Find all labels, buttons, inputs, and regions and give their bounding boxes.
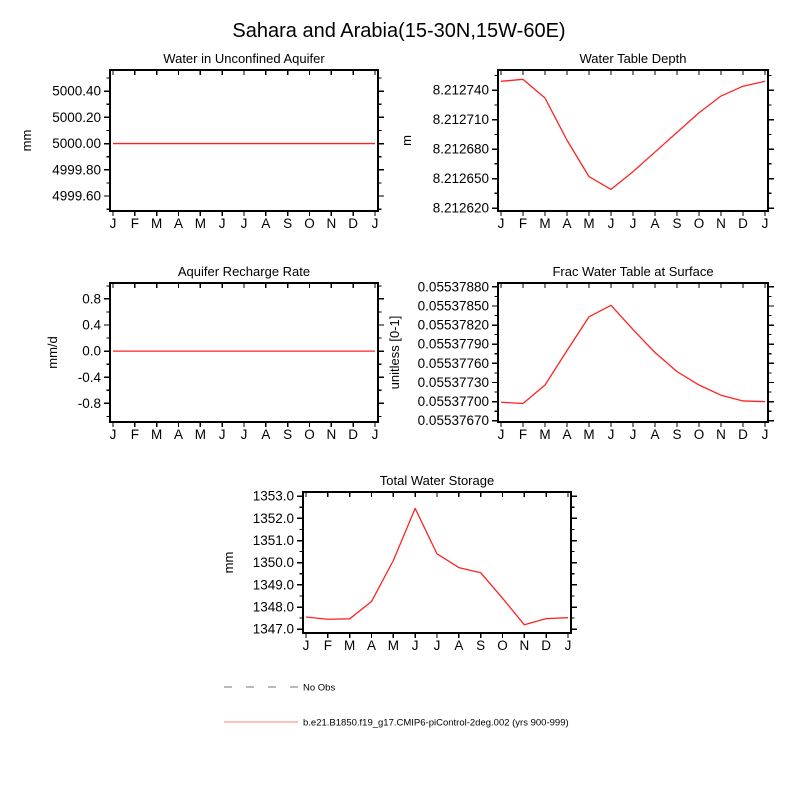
y-tick-label: 0.8 xyxy=(82,291,101,307)
chart-title: Frac Water Table at Surface xyxy=(552,264,714,279)
x-tick-label: J xyxy=(371,427,379,442)
x-tick-label: A xyxy=(173,427,184,442)
x-tick-label: J xyxy=(240,427,248,442)
legend xyxy=(224,683,569,729)
x-tick-label: N xyxy=(716,427,726,442)
main-title: Sahara and Arabia(15-30N,15W-60E) xyxy=(232,20,566,42)
y-tick-label: 0.0 xyxy=(82,343,101,359)
y-tick-label: 0.05537880 xyxy=(417,279,489,295)
y-tick-label: 0.4 xyxy=(82,317,101,333)
x-tick-label: J xyxy=(761,216,769,231)
x-tick-label: D xyxy=(738,216,748,231)
y-tick-label: 8.212710 xyxy=(432,112,489,128)
y-tick-label: 1348.0 xyxy=(252,599,294,615)
data-series-line xyxy=(501,79,765,189)
x-tick-label: M xyxy=(344,638,356,653)
x-tick-label: D xyxy=(348,216,359,231)
plot-frame xyxy=(110,70,378,211)
x-tick-label: D xyxy=(541,638,552,653)
x-tick-label: A xyxy=(562,216,572,231)
x-tick-label: J xyxy=(109,216,117,231)
x-tick-label: J xyxy=(218,427,226,442)
y-tick-label: 5000.00 xyxy=(52,136,101,152)
x-tick-label: N xyxy=(716,216,726,231)
x-tick-label: S xyxy=(672,427,682,442)
x-tick-label: J xyxy=(371,216,379,231)
x-tick-label: A xyxy=(366,638,377,653)
x-tick-label: J xyxy=(761,427,769,442)
y-tick-label: 8.212680 xyxy=(432,141,489,157)
y-tick-label: 0.05537760 xyxy=(417,355,489,371)
y-tick-label: 0.05537700 xyxy=(417,394,489,410)
y-tick-label: 0.05537850 xyxy=(417,298,489,314)
x-tick-label: O xyxy=(304,427,315,442)
data-series-line xyxy=(501,305,765,403)
x-tick-label: F xyxy=(130,427,139,442)
x-tick-label: N xyxy=(519,638,530,653)
x-tick-label: A xyxy=(650,427,660,442)
chart-water-unconfined-aquifer xyxy=(19,51,384,231)
x-tick-label: M xyxy=(151,216,163,231)
legend-model-label: b.e21.B1850.f19_g17.CMIP6-piControl-2deg.002 (yrs 900-999) xyxy=(303,717,569,729)
chart-title: Aquifer Recharge Rate xyxy=(177,264,311,279)
x-tick-label: M xyxy=(539,216,551,231)
chart-title: Water Table Depth xyxy=(579,51,687,66)
x-tick-label: A xyxy=(173,216,184,231)
x-tick-label: F xyxy=(130,216,139,231)
x-tick-label: A xyxy=(562,427,572,442)
x-tick-label: S xyxy=(672,216,682,231)
x-tick-label: M xyxy=(151,427,163,442)
chart-aquifer-recharge-rate xyxy=(45,264,384,442)
y-tick-label: 8.212740 xyxy=(432,82,489,98)
x-tick-label: F xyxy=(518,427,528,442)
x-tick-label: S xyxy=(283,216,293,231)
x-tick-label: J xyxy=(629,427,637,442)
x-tick-label: A xyxy=(454,638,464,653)
x-tick-label: J xyxy=(607,216,615,231)
y-tick-label: 1352.0 xyxy=(252,510,294,526)
chart-title: Total Water Storage xyxy=(379,473,495,488)
x-tick-label: J xyxy=(497,427,505,442)
y-tick-label: -0.4 xyxy=(77,369,101,385)
y-axis-title: unitless [0-1] xyxy=(387,315,402,390)
x-tick-label: J xyxy=(497,216,505,231)
x-tick-label: J xyxy=(607,427,615,442)
x-tick-label: A xyxy=(650,216,660,231)
x-tick-label: A xyxy=(261,427,271,442)
x-tick-label: M xyxy=(539,427,551,442)
chart-total-water-storage xyxy=(221,473,577,653)
plot-frame xyxy=(303,492,571,633)
y-tick-label: 8.212620 xyxy=(432,200,489,216)
plot-frame xyxy=(498,283,768,422)
x-tick-label: J xyxy=(302,638,310,653)
x-tick-label: F xyxy=(323,638,332,653)
legend-no-obs-label: No Obs xyxy=(303,682,336,694)
x-tick-label: O xyxy=(693,427,705,442)
x-tick-label: A xyxy=(261,216,271,231)
x-tick-label: O xyxy=(693,216,705,231)
x-tick-label: M xyxy=(194,216,206,231)
data-series-line xyxy=(306,508,568,624)
x-tick-label: J xyxy=(433,638,441,653)
x-tick-label: O xyxy=(497,638,508,653)
y-tick-label: 0.05537670 xyxy=(417,413,489,429)
x-tick-label: J xyxy=(629,216,637,231)
plot-frame xyxy=(498,70,768,211)
y-tick-label: 1350.0 xyxy=(252,555,294,571)
y-tick-label: 1351.0 xyxy=(252,533,294,549)
x-tick-label: M xyxy=(583,216,595,231)
y-tick-label: 1353.0 xyxy=(252,488,294,504)
y-axis-title: m xyxy=(399,135,414,146)
x-tick-label: J xyxy=(109,427,117,442)
y-tick-label: 1347.0 xyxy=(252,621,294,637)
y-axis-title: mm/d xyxy=(45,336,60,369)
chart-water-table-depth xyxy=(399,51,774,231)
y-axis-title: mm xyxy=(19,129,34,152)
y-tick-label: 5000.20 xyxy=(52,109,101,125)
chart-frac-water-table-surface xyxy=(387,264,774,442)
x-tick-label: M xyxy=(583,427,595,442)
x-tick-label: J xyxy=(218,216,226,231)
y-tick-label: -0.8 xyxy=(77,395,101,411)
x-tick-label: J xyxy=(240,216,248,231)
y-tick-label: 0.05537820 xyxy=(417,317,489,333)
y-tick-label: 4999.80 xyxy=(52,162,101,178)
y-tick-label: 0.05537730 xyxy=(417,374,489,390)
y-tick-label: 5000.40 xyxy=(52,83,101,99)
x-tick-label: J xyxy=(411,638,419,653)
y-tick-label: 4999.60 xyxy=(52,188,101,204)
x-tick-label: N xyxy=(326,216,337,231)
y-tick-label: 8.212650 xyxy=(432,171,489,187)
x-tick-label: O xyxy=(304,216,315,231)
x-tick-label: N xyxy=(326,427,337,442)
y-axis-title: mm xyxy=(221,551,236,574)
y-tick-label: 0.05537790 xyxy=(417,336,489,352)
chart-title: Water in Unconfined Aquifer xyxy=(163,51,325,66)
x-tick-label: M xyxy=(387,638,399,653)
plot-frame xyxy=(110,283,378,422)
x-tick-label: J xyxy=(564,638,572,653)
x-tick-label: M xyxy=(194,427,206,442)
y-tick-label: 1349.0 xyxy=(252,577,294,593)
x-tick-label: S xyxy=(476,638,486,653)
x-tick-label: D xyxy=(348,427,359,442)
x-tick-label: S xyxy=(283,427,293,442)
x-tick-label: F xyxy=(518,216,528,231)
x-tick-label: D xyxy=(738,427,748,442)
